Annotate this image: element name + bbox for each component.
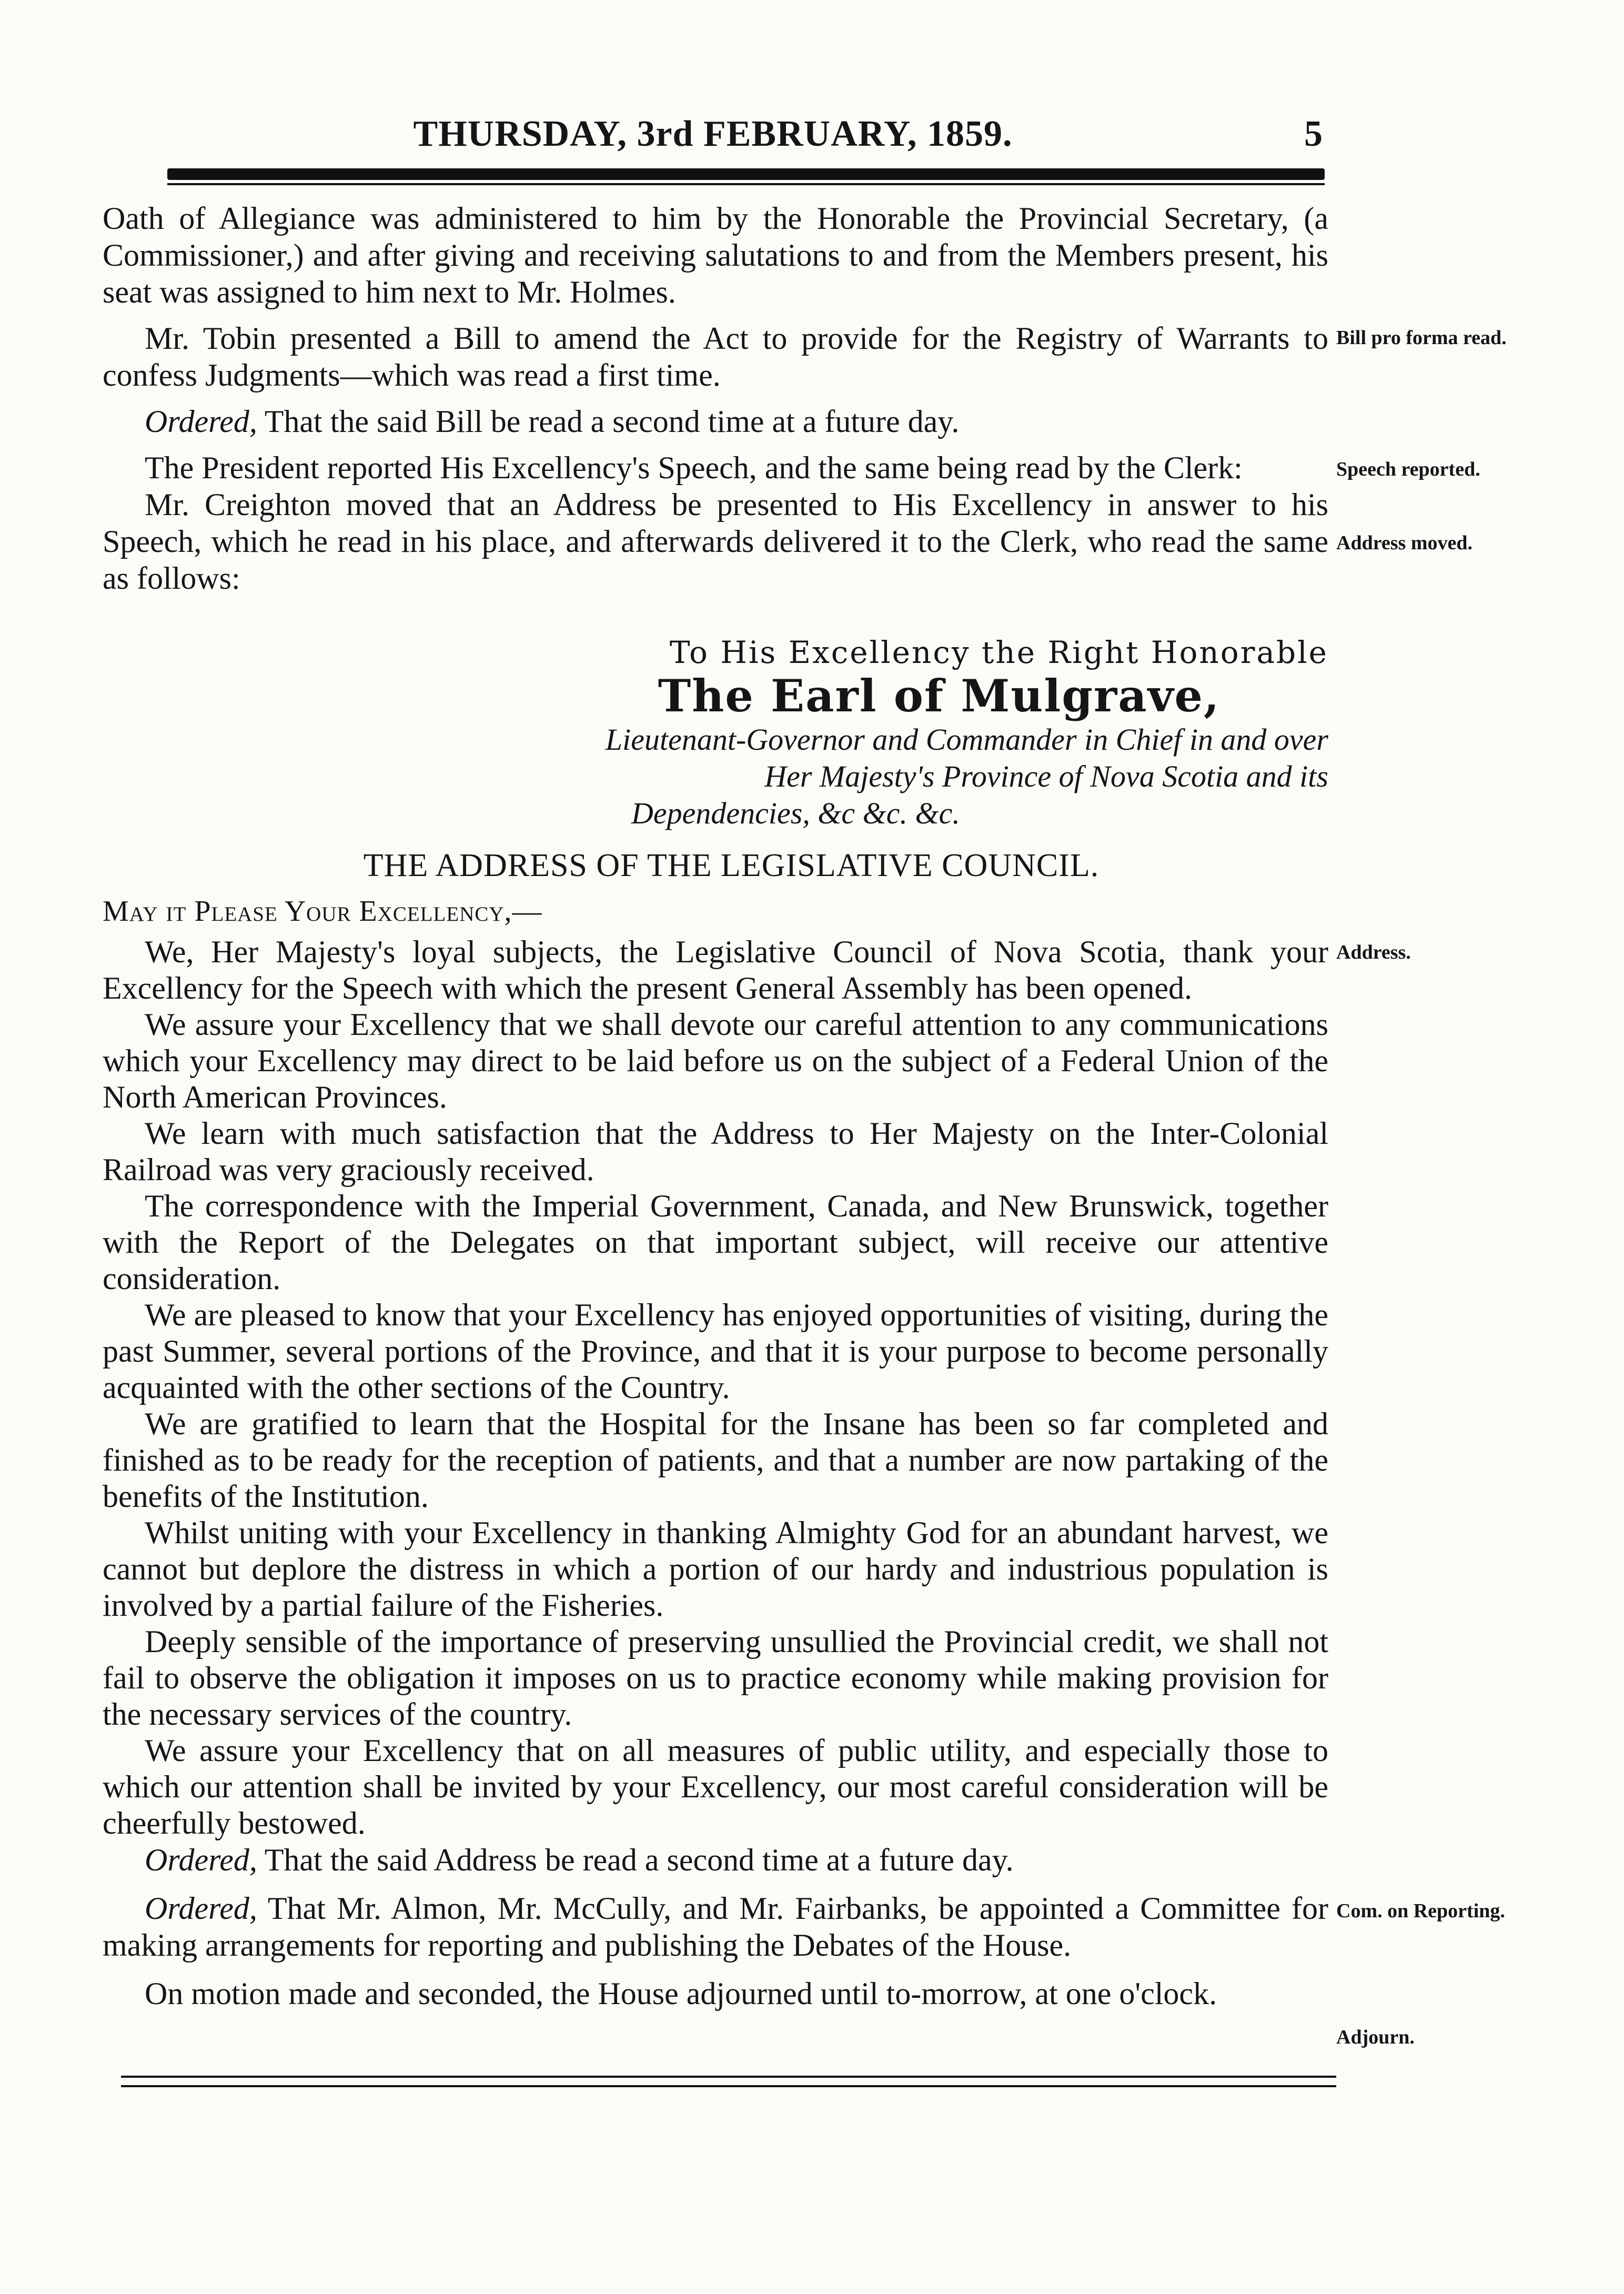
ordered-label: Ordered, (145, 1843, 257, 1877)
ordered-text: That the said Bill be read a second time at a future day. (257, 404, 960, 439)
address-paragraph: We assure your Excellency that we shall devote our careful attention to any communications which your Excellency may direct to be laid before us on the subject of a Federal Union of the North American Provinces. (103, 1007, 1328, 1114)
margin-note-address-moved: Address moved. (1336, 532, 1472, 554)
address-paragraph: We learn with much satisfaction that the Address to Her Majesty on the Inter-Colonial Railroad was very graciously received. (103, 1116, 1328, 1187)
address-paragraph: We are pleased to know that your Excellency has enjoyed opportunities of visiting, during the past Summer, several portions of the Province, and that it is your purpose to become personally acquainted with the other sections of the Country. (103, 1297, 1328, 1405)
header-rule (167, 168, 1325, 180)
council-address-title: THE ADDRESS OF THE LEGISLATIVE COUNCIL. (363, 848, 1100, 883)
page-header (103, 113, 1323, 160)
margin-note-committee: Com. on Reporting. (1336, 1900, 1505, 1922)
speech-paragraph: The President reported His Excellency's Speech, and the same being read by the Clerk: (145, 450, 1243, 485)
address-paragraph: The correspondence with the Imperial Government, Canada, and New Brunswick, together with the Report of the Delegates on that important subject, will receive our attentive consideration. (103, 1189, 1328, 1296)
margin-note-adjourn: Adjourn. (1336, 2026, 1415, 2048)
address-to-line: To His Excellency the Right Honorable (669, 635, 1328, 670)
lieutenant-governor-lines (550, 721, 1328, 832)
closing-proceedings (103, 1842, 1328, 2024)
ordered-label: Ordered, (145, 1891, 257, 1926)
footer-double-rule (121, 2076, 1336, 2087)
opening-proceedings (103, 200, 1328, 597)
address-paragraph: We are gratified to learn that the Hospital for the Insane has been so far completed and finished as to be ready for the reception of patients, and that a number are now partaking of the benefits of the Institution. (103, 1406, 1328, 1514)
margin-note-speech: Speech reported. (1336, 458, 1480, 480)
ordered-text: That Mr. Almon, Mr. McCully, and Mr. Fairbanks, be appointed a Committee for making arrangements for reporting and publishing the Debates of the House. (103, 1891, 1328, 1963)
adjourn-paragraph: On motion made and seconded, the House adjourned until to-morrow, at one o'clock. (145, 1976, 1217, 2011)
lieut-line-3: Dependencies, &c &c. &c. (631, 796, 960, 830)
margin-note-bill: Bill pro forma read. (1336, 327, 1507, 349)
ordered-text: That the said Address be read a second time at a future day. (257, 1843, 1014, 1877)
bill-paragraph: Mr. Tobin presented a Bill to amend the Act to provide for the Registry of Warrants to confess Judgments—which was read a first time. (103, 321, 1328, 393)
lieut-line-1: Lieutenant-Governor and Commander in Chief in and over (605, 722, 1328, 757)
header-date: THURSDAY, 3rd FEBRUARY, 1859. (413, 114, 1013, 154)
address-body (103, 934, 1328, 1842)
ordered-committee-paragraph (103, 1890, 1328, 1964)
address-paragraph: Deeply sensible of the importance of preserving unsullied the Provincial credit, we shall not fail to observe the obligation it imposes on us to practice economy while making provision for the necessary services of the country. (103, 1624, 1328, 1732)
address-paragraph: We assure your Excellency that on all measures of public utility, and especially those to which our attention shall be invited by your Excellency, our most careful consideration will be cheerfully bestowed. (103, 1733, 1328, 1840)
lieut-line-2: Her Majesty's Province of Nova Scotia and its (764, 759, 1328, 793)
address-heading (550, 634, 1328, 832)
ordered-bill-paragraph (103, 403, 1328, 440)
address-paragraph: We, Her Majesty's loyal subjects, the Legislative Council of Nova Scotia, thank your Excellency for the Speech with which the present General Assembly has been opened. (103, 934, 1328, 1005)
margin-note-address: Address. (1336, 941, 1411, 963)
earl-title: The Earl of Mulgrave, (658, 670, 1220, 722)
ordered-label: Ordered, (145, 404, 257, 439)
address-paragraph: Whilst uniting with your Excellency in thanking Almighty God for an abundant harvest, we cannot but deplore the distress in which a portion of our hardy and industrious population is involved by a partial failure of the Fisheries. (103, 1515, 1328, 1623)
moved-paragraph: Mr. Creighton moved that an Address be presented to His Excellency in answer to his Speech, which he read in his place, and afterwards delivered it to the Clerk, who read the same as follows: (103, 487, 1328, 596)
page-number: 5 (1304, 114, 1323, 154)
ordered-address-paragraph (103, 1842, 1328, 1878)
oath-paragraph: Oath of Allegiance was administered to him by the Honorable the Provincial Secretary, (a Commissioner,) and after giving and receiving salutations to and from the Members present, his seat was assigned to him next to Mr. Holmes. (103, 201, 1328, 309)
salutation: May it Please Your Excellency,— (103, 895, 542, 928)
